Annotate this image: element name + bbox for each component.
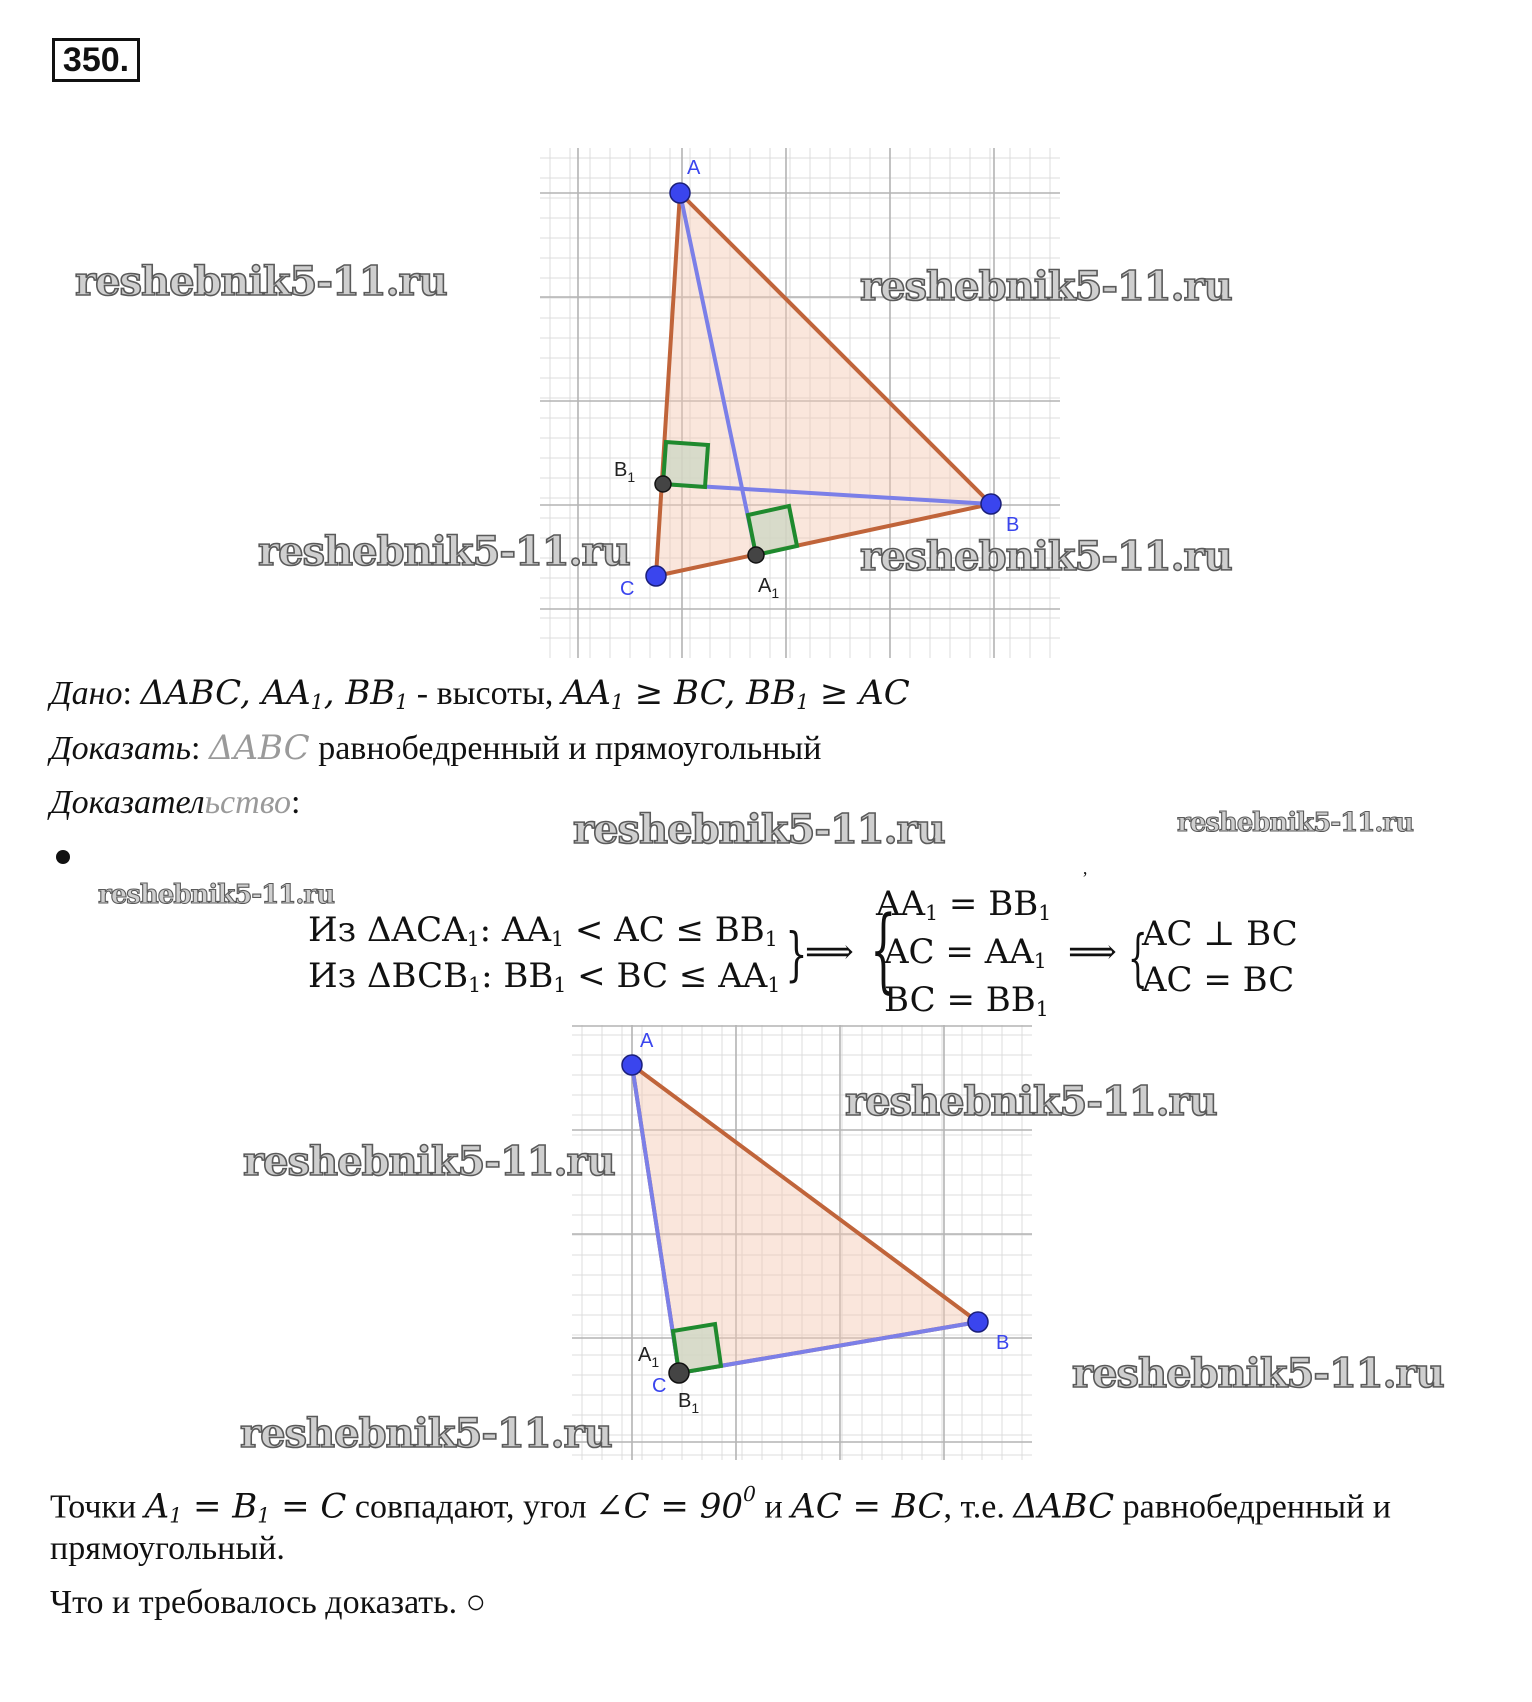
system1-row-2: AC = $AA_1$ bbox=[884, 932, 1047, 974]
watermark-7: reshebnik5-11.ru bbox=[98, 880, 335, 910]
watermark-5: reshebnik5-11.ru bbox=[573, 806, 945, 853]
label-a1-2: $A_1$ bbox=[638, 1344, 660, 1370]
watermark-9: reshebnik5-11.ru bbox=[243, 1138, 615, 1185]
point-b-2 bbox=[968, 1312, 988, 1332]
conclusion-line-1: Точки $A_1 = B_1 = C$ совпадают, угол ∠C = $90^0$ и AC = BC, т.е. ΔABC равнобедренный и bbox=[50, 1482, 1391, 1528]
watermark-2: reshebnik5-11.ru bbox=[860, 263, 1232, 310]
implies-1: ⟹ bbox=[805, 932, 854, 972]
system2-row-2: AC = BC bbox=[1142, 960, 1295, 1000]
watermark-8: reshebnik5-11.ru bbox=[845, 1078, 1217, 1125]
watermark-10: reshebnik5-11.ru bbox=[1072, 1350, 1444, 1397]
conclusion-line-2: прямоугольный. bbox=[50, 1530, 285, 1567]
watermark-11: reshebnik5-11.ru bbox=[240, 1410, 612, 1457]
bullet bbox=[56, 850, 70, 864]
label-b-2: B bbox=[996, 1332, 1010, 1354]
point-b bbox=[981, 494, 1001, 514]
point-a1 bbox=[748, 547, 764, 563]
label-a1: $A_1$ bbox=[758, 575, 780, 601]
right-brace-1: } bbox=[785, 920, 808, 988]
prove-line: Доказать: ΔABC равнобедренный и прямоугольный bbox=[50, 728, 822, 768]
label-b1-2: $B_1$ bbox=[678, 1390, 700, 1416]
point-c bbox=[646, 566, 666, 586]
watermark-3: reshebnik5-11.ru bbox=[258, 528, 630, 575]
system1-row-1: $AA_1 = BB_1$ bbox=[876, 884, 1052, 926]
system1-row-3: BC = $BB_1$ bbox=[884, 980, 1049, 1022]
label-b: B bbox=[1006, 514, 1020, 536]
left-brace-1: { bbox=[870, 896, 897, 1003]
watermark-6: reshebnik5-11.ru bbox=[1177, 808, 1414, 838]
implies-2: ⟹ bbox=[1068, 932, 1117, 972]
point-a-2 bbox=[622, 1055, 642, 1075]
derivation-row-1: Из $\Delta ACA_1$: $AA_1$ < AC ≤ $BB_1$ bbox=[308, 910, 778, 952]
left-brace-2: { bbox=[1127, 921, 1148, 994]
derivation-row-2: Из $\Delta BCB_1$: $BB_1$ < BC ≤ $AA_1$ bbox=[308, 956, 781, 998]
point-a bbox=[670, 183, 690, 203]
problem-number: 350. bbox=[52, 38, 140, 82]
conclusion-line-3: Что и требовалось доказать. ○ bbox=[50, 1584, 487, 1621]
label-a: A bbox=[687, 157, 701, 179]
proof-label: Доказательство: bbox=[50, 784, 301, 821]
label-c: C bbox=[620, 578, 635, 600]
given-line: Дано: ΔABC, $AA_1$, $BB_1$ - высоты, $AA_1$ ≥ BC, $BB_1$ ≥ AC bbox=[50, 673, 910, 715]
point-b1 bbox=[655, 476, 671, 492]
label-c-2: C bbox=[652, 1375, 667, 1397]
label-b1: $B_1$ bbox=[614, 459, 636, 485]
tick-mark: ʼ bbox=[1082, 868, 1088, 888]
figure-1-triangle-fill bbox=[656, 193, 991, 576]
figure-1-triangle-altitudes bbox=[540, 148, 1060, 658]
watermark-1: reshebnik5-11.ru bbox=[75, 258, 447, 305]
label-a-2: A bbox=[640, 1030, 654, 1052]
watermark-4: reshebnik5-11.ru bbox=[860, 533, 1232, 580]
point-c-a1-b1-2 bbox=[669, 1363, 689, 1383]
system2-row-1: AC ⊥ BC bbox=[1142, 914, 1298, 954]
